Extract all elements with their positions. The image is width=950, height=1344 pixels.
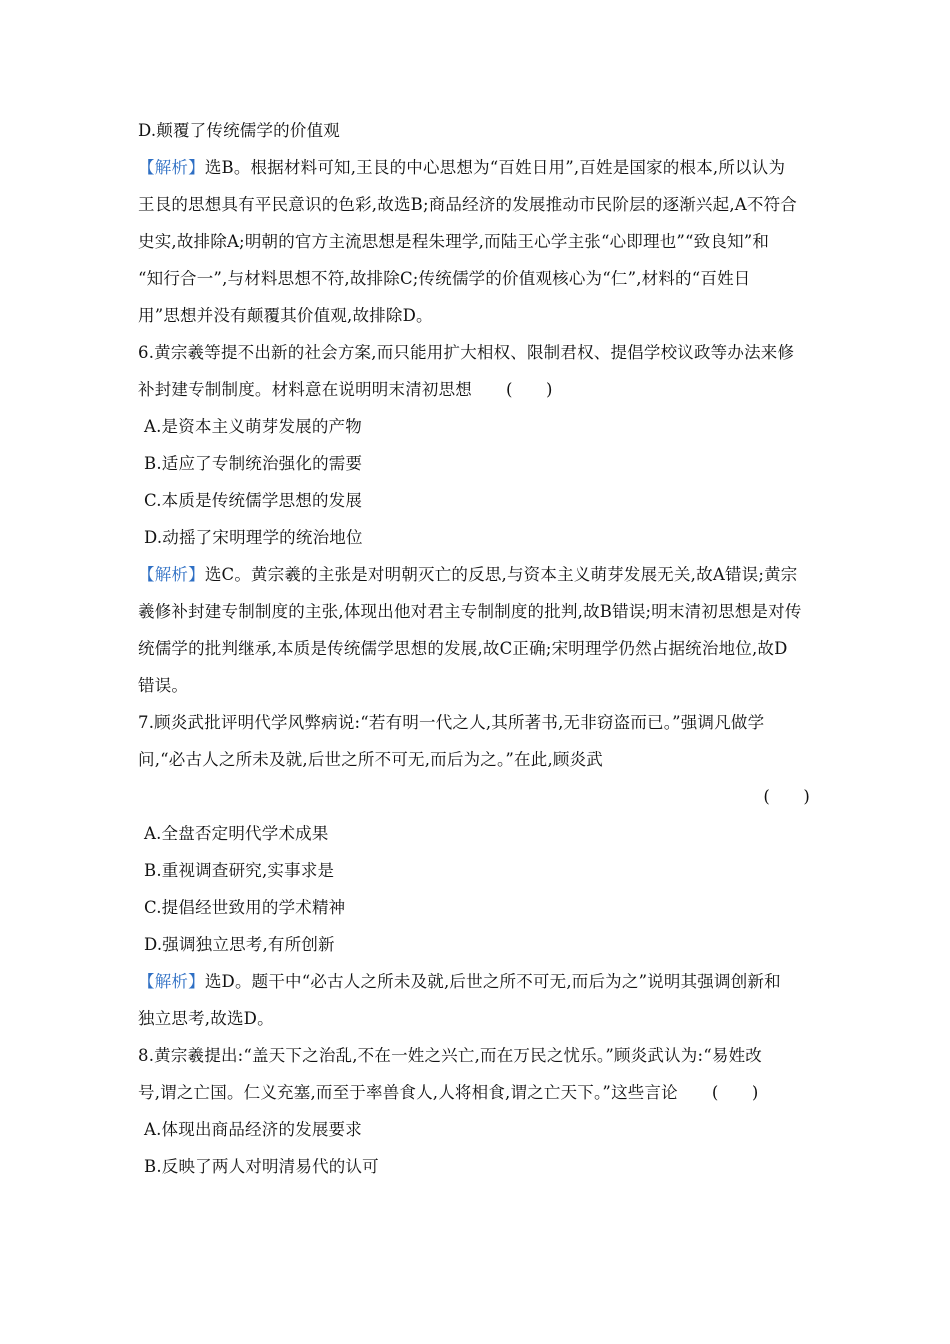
q8-stem-line-2: 号,谓之亡国。仁义充塞,而至于率兽食人,人将相食,谓之亡天下。”这些言论 ( ) [138, 1074, 818, 1111]
q6-stem-line-2: 补封建专制制度。材料意在说明明末清初思想 ( ) [138, 371, 818, 408]
q7-analysis-line-1: 【解析】选D。题干中“必古人之所未及就,后世之所不可无,而后为之”说明其强调创新和 [138, 972, 781, 991]
q6-stem-line-1: 6.黄宗羲等提不出新的社会方案,而只能用扩大相权、限制君权、提倡学校议政等办法来修 [138, 343, 795, 362]
q6-option-a: A.是资本主义萌芽发展的产物 [144, 417, 362, 436]
analysis-tag: 【解析】 [138, 972, 205, 991]
q6-analysis-line-3: 统儒学的批判继承,本质是传统儒学思想的发展,故C正确;宋明理学仍然占据统治地位,故D [138, 639, 788, 658]
q7-stem-line-1: 7.顾炎武批评明代学风弊病说:“若有明一代之人,其所著书,无非窃盗而已。”强调凡做学 [138, 713, 765, 732]
q8-option-b: B.反映了两人对明清易代的认可 [144, 1157, 379, 1176]
answer-bracket: ( ) [506, 380, 553, 399]
q7-answer-bracket: ( ) [763, 787, 810, 806]
answer-bracket: ( ) [711, 1083, 759, 1102]
document-page [138, 112, 818, 1185]
q6-analysis-line-1: 【解析】选C。黄宗羲的主张是对明朝灭亡的反思,与资本主义萌芽发展无关,故A错误;黄宗 [138, 565, 798, 584]
q7-option-b: B.重视调查研究,实事求是 [144, 861, 335, 880]
analysis-tag: 【解析】 [138, 158, 205, 177]
q5-analysis-line-4: “知行合一”,与材料思想不符,故排除C;传统儒学的价值观核心为“仁”,材料的“百姓日 [138, 269, 751, 288]
q7-option-d: D.强调独立思考,有所创新 [144, 935, 335, 954]
q6-analysis-line-4: 错误。 [138, 676, 189, 695]
q7-stem-line-2: 问,“必古人之所未及就,后世之所不可无,而后为之。”在此,顾炎武 [138, 750, 603, 769]
q5-analysis-line-3: 史实,故排除A;明朝的官方主流思想是程朱理学,而陆王心学主张“心即理也”“致良知”和 [138, 232, 770, 251]
q5-analysis-line-1: 【解析】选B。根据材料可知,王艮的中心思想为“百姓日用”,百姓是国家的根本,所以认为 [138, 158, 786, 177]
q5-analysis-line-5: 用”思想并没有颠覆其价值观,故排除D。 [138, 306, 433, 325]
q6-analysis-line-2: 羲修补封建专制制度的主张,体现出他对君主专制制度的批判,故B错误;明末清初思想是对传 [138, 602, 802, 621]
q5-option-d: D.颠覆了传统儒学的价值观 [138, 121, 340, 140]
q5-analysis-line-2: 王艮的思想具有平民意识的色彩,故选B;商品经济的发展推动市民阶层的逐渐兴起,A不符合 [138, 195, 797, 214]
q8-stem-line-1: 8.黄宗羲提出:“盖天下之治乱,不在一姓之兴亡,而在万民之忧乐。”顾炎武认为:“易姓改 [138, 1046, 763, 1065]
q7-analysis-line-2: 独立思考,故选D。 [138, 1009, 274, 1028]
analysis-tag: 【解析】 [138, 565, 205, 584]
q6-option-c: C.本质是传统儒学思想的发展 [144, 491, 363, 510]
q6-option-b: B.适应了专制统治强化的需要 [144, 454, 363, 473]
q8-option-a: A.体现出商品经济的发展要求 [144, 1120, 362, 1139]
q6-option-d: D.动摇了宋明理学的统治地位 [144, 528, 363, 547]
q7-option-c: C.提倡经世致用的学术精神 [144, 898, 346, 917]
q7-option-a: A.全盘否定明代学术成果 [144, 824, 329, 843]
